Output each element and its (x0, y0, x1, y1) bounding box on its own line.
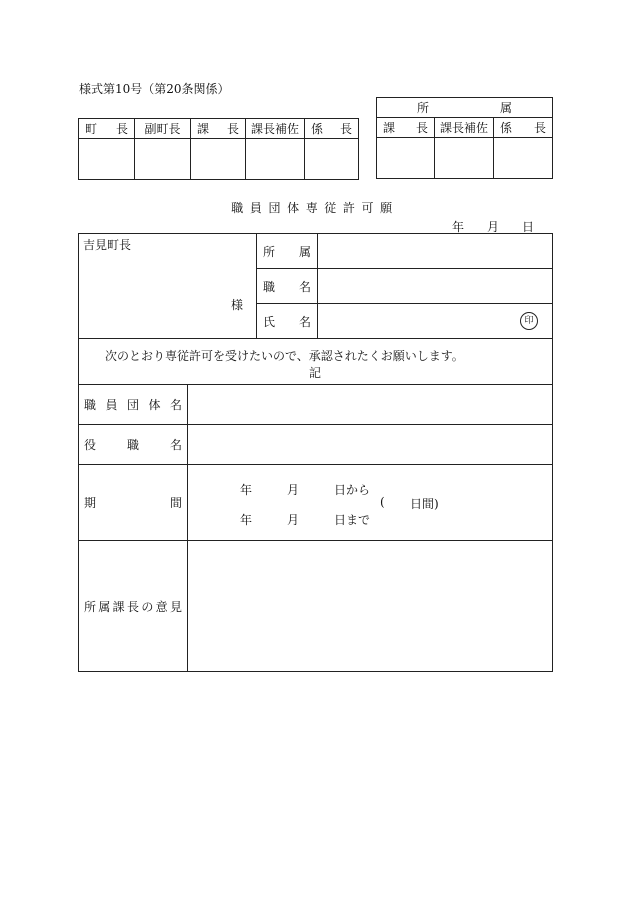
period-from-year: 年 (240, 483, 253, 497)
applicant-label-department: 所 属 (257, 234, 318, 269)
applicant-label-job-title: 職 名 (257, 269, 318, 304)
period-to-year: 年 (240, 513, 253, 527)
period-to-day: 日まで (334, 513, 371, 527)
period-label: 期 間 (79, 465, 188, 541)
addressee: 吉見町長 (83, 238, 132, 252)
addressee-cell (79, 234, 257, 339)
position-field[interactable] (188, 425, 553, 465)
seal-mark: 印 (520, 312, 538, 330)
approval-group-header-department: 所 属 (377, 98, 553, 118)
stamp-box[interactable] (305, 139, 359, 180)
main-form-table (78, 233, 553, 672)
period-days: 日間) (410, 497, 439, 511)
opinion-field[interactable] (188, 541, 553, 672)
period-to-month: 月 (287, 513, 300, 527)
approval-header-section-chief: 課 長 (191, 119, 246, 139)
ki-mark: 記 (309, 366, 322, 380)
approval-header-mayor: 町 長 (79, 119, 135, 139)
applicant-job-title-field[interactable] (318, 269, 553, 304)
date-day-label: 日 (521, 220, 534, 234)
period-from-month: 月 (287, 483, 300, 497)
date-year-label: 年 (452, 220, 465, 234)
request-statement: 次のとおり専従許可を受けたいので、承認されたくお願いします。 (105, 349, 464, 363)
document-title: 職員団体専従許可願 (231, 201, 399, 215)
position-label: 役 職 名 (79, 425, 188, 465)
stamp-box[interactable] (435, 138, 494, 179)
stamp-box[interactable] (377, 138, 435, 179)
approval-header-vice-mayor: 副町長 (135, 119, 191, 139)
approval-header-section-chief: 課 長 (377, 118, 435, 138)
stamp-box[interactable] (135, 139, 191, 180)
stamp-box[interactable] (191, 139, 246, 180)
union-name-field[interactable] (188, 385, 553, 425)
stamp-box[interactable] (246, 139, 305, 180)
approval-header-assistant-chief: 課長補佐 (435, 118, 494, 138)
period-days-open: ( (380, 495, 385, 509)
applicant-label-name: 氏 名 (257, 304, 318, 339)
period-from-day: 日から (334, 483, 371, 497)
union-name-label: 職 員 団 体 名 (79, 385, 188, 425)
applicant-name-field[interactable] (318, 304, 553, 339)
opinion-label: 所 属 課 長 の 意 見 (79, 541, 188, 672)
stamp-box[interactable] (79, 139, 135, 180)
approval-header-sub-chief: 係 長 (494, 118, 553, 138)
approval-header-assistant-chief: 課長補佐 (246, 119, 305, 139)
request-statement-cell (79, 339, 553, 385)
approval-header-sub-chief: 係 長 (305, 119, 359, 139)
applicant-department-field[interactable] (318, 234, 553, 269)
approval-stamp-table-right (376, 97, 553, 179)
date-month-label: 月 (486, 220, 499, 234)
stamp-box[interactable] (494, 138, 553, 179)
honorific: 様 (231, 298, 244, 312)
period-field[interactable] (188, 465, 553, 541)
approval-stamp-table-left (78, 118, 359, 180)
form-number: 様式第10号（第20条関係） (79, 82, 230, 96)
